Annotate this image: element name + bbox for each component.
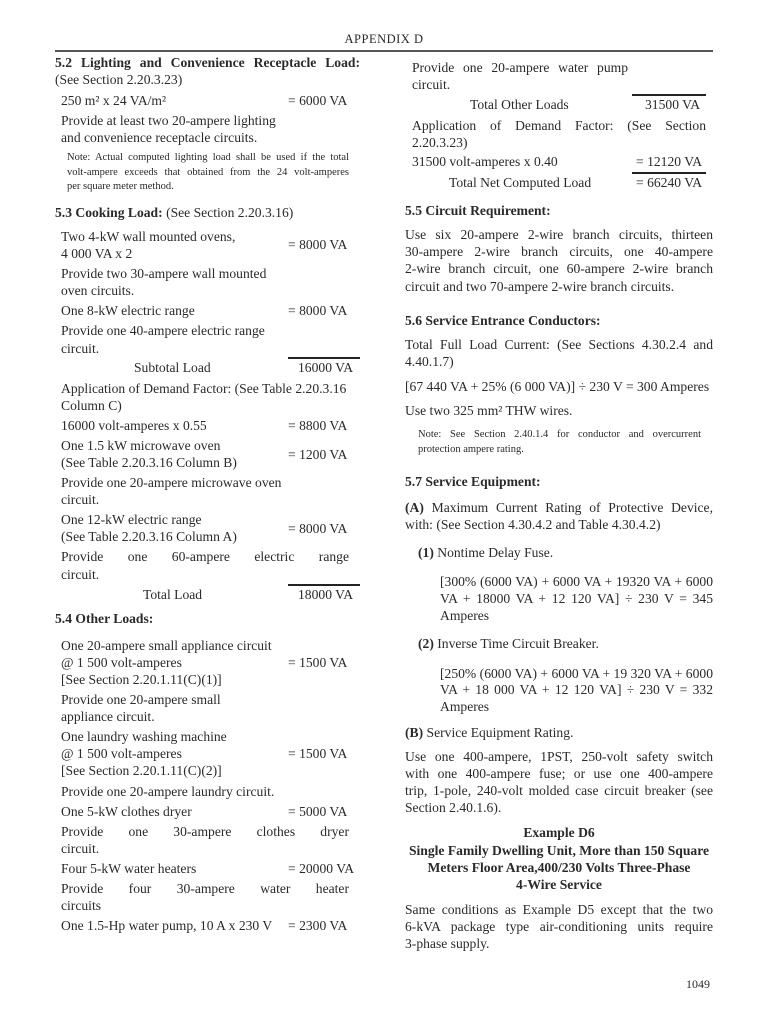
calc-value: = 6000 VA: [288, 93, 348, 108]
text-line: Section 2.40.1.6).: [405, 800, 502, 815]
text-line: circuit.: [61, 567, 100, 582]
total-value: 18000 VA: [298, 587, 354, 602]
calc-value: = 8000 VA: [288, 521, 348, 536]
subtotal-label: Subtotal Load: [134, 360, 211, 375]
section-ref: (See Section 2.20.3.23): [55, 72, 183, 87]
text-line: 3-phase supply.: [405, 936, 490, 951]
text-line: Column C): [61, 398, 122, 413]
text-line: with: (See Section 4.30.4.2 and Table 4.30.4.2): [405, 517, 661, 532]
text-line: and convenience receptacle circuits.: [61, 130, 258, 145]
calc-line: [250% (6000 VA) + 6000 VA + 19 320 VA + 6000: [440, 666, 713, 681]
calc-value: = 5000 VA: [288, 804, 348, 819]
page-header: APPENDIX D: [344, 32, 424, 46]
calc-value: = 2300 VA: [288, 918, 348, 933]
net-load-label: Total Net Computed Load: [449, 175, 592, 190]
text-line: Provide one 30-ampere clothes dryer: [61, 824, 349, 839]
text-line: Provide one 20-ampere small: [61, 692, 221, 707]
section-5-6-heading: 5.6 Service Entrance Conductors:: [405, 313, 601, 328]
calc-line: One laundry washing machine: [61, 729, 227, 744]
note-line: Note: Actual computed lighting load shall be used if the total: [67, 152, 349, 163]
calc-line: 250 m² x 24 VA/m²: [61, 93, 167, 108]
total-other-label: Total Other Loads: [470, 97, 569, 112]
text-line: Use six 20-ampere 2-wire branch circuits, thirteen: [405, 227, 713, 242]
text-line: Provide four 30-ampere water heater: [61, 881, 349, 896]
text-line: Service Equipment Rating.: [426, 725, 574, 740]
calc-line: (See Table 2.20.3.16 Column B): [61, 455, 237, 470]
text-line: Nontime Delay Fuse.: [437, 545, 554, 560]
calc-line: Two 4-kW wall mounted ovens,: [61, 229, 236, 244]
example-d6-subtitle: 4-Wire Service: [516, 877, 602, 892]
text-line: Provide one 20-ampere water pump: [412, 60, 628, 75]
text-line: appliance circuit.: [61, 709, 155, 724]
calc-line: Amperes: [440, 608, 490, 623]
calc-value: = 8000 VA: [288, 237, 348, 252]
section-ref: (See Section 2.20.3.16): [166, 205, 294, 220]
text-line: Application of Demand Factor: (See Section: [412, 118, 706, 133]
section-5-5-heading: 5.5 Circuit Requirement:: [405, 203, 551, 218]
text-line: Provide one 60-ampere electric range: [61, 549, 349, 564]
section-5-7-heading: 5.7 Service Equipment:: [405, 474, 541, 489]
calc-value: = 8800 VA: [288, 418, 348, 433]
text-line: 30-ampere 2-wire branch circuits, one 40-ampere: [405, 244, 713, 259]
text-line: Provide at least two 20-ampere lighting: [61, 113, 276, 128]
text-line: 2.20.3.23): [412, 135, 468, 150]
text-line: trip, 1-pole, 240-volt molded case circuit breaker (see: [405, 783, 713, 798]
example-d6-subtitle: Single Family Dwelling Unit, More than 150 Square: [408, 843, 710, 858]
item-b-label: (B): [405, 725, 424, 740]
text-line: Provide one 20-ampere microwave oven: [61, 475, 282, 490]
text-line: Maximum Current Rating of Protective Device,: [431, 500, 713, 515]
calc-line: @ 1 500 volt-amperes: [61, 655, 182, 670]
calc-value: = 20000 VA: [288, 861, 355, 876]
note-line: per square meter method.: [67, 181, 174, 192]
text-line: circuits: [61, 898, 102, 913]
text-line: Use two 325 mm² THW wires.: [405, 403, 573, 418]
page-number: 1049: [686, 977, 710, 991]
text-line: 4.40.1.7): [405, 354, 454, 369]
calc-line: One 1.5 kW microwave oven: [61, 438, 221, 453]
calc-line: One 5-kW clothes dryer: [61, 804, 192, 819]
example-d6-subtitle: Meters Floor Area,400/230 Volts Three-Phase: [427, 860, 691, 875]
calc-line: 4 000 VA x 2: [61, 246, 133, 261]
note-line: volt-ampere exceeds that obtained from the 24 volt-amperes: [67, 167, 349, 178]
total-label: Total Load: [143, 587, 203, 602]
calc-value: = 1200 VA: [288, 447, 348, 462]
item-1-label: (1): [418, 545, 434, 560]
header-rule: [55, 50, 713, 52]
text-line: 2-wire branch circuit, one 60-ampere 2-wire branch: [405, 261, 713, 276]
text-line: Inverse Time Circuit Breaker.: [437, 636, 599, 651]
calc-line: 16000 volt-amperes x 0.55: [61, 418, 207, 433]
calc-value: = 12120 VA: [636, 154, 703, 169]
calc-line: @ 1 500 volt-amperes: [61, 746, 182, 761]
calc-line: (See Table 2.20.3.16 Column A): [61, 529, 237, 544]
text-line: oven circuits.: [61, 283, 135, 298]
text-line: Provide one 40-ampere electric range: [61, 323, 265, 338]
text-line: circuit.: [61, 341, 100, 356]
calc-value: = 1500 VA: [288, 655, 348, 670]
calc-value: = 8000 VA: [288, 303, 348, 318]
calc-line: Amperes: [440, 699, 490, 714]
text-line: Provide one 20-ampere laundry circuit.: [61, 784, 275, 799]
section-5-2-heading: 5.2 Lighting and Convenience Receptacle Load:: [55, 55, 360, 70]
example-d6-title: Example D6: [523, 825, 595, 840]
text-line: circuit.: [412, 77, 451, 92]
section-5-3-heading: 5.3 Cooking Load:: [55, 205, 163, 220]
text-line: with one 400-ampere fuse; or use one 400-ampere: [405, 766, 713, 781]
calc-line: One 8-kW electric range: [61, 303, 195, 318]
text-line: Same conditions as Example D5 except that the two: [405, 902, 713, 917]
calc-line: Four 5-kW water heaters: [61, 861, 197, 876]
item-2-label: (2): [418, 636, 434, 651]
item-a-label: (A): [405, 500, 424, 515]
calc-value: = 1500 VA: [288, 746, 348, 761]
subtotal-value: 16000 VA: [298, 360, 354, 375]
calc-line: One 12-kW electric range: [61, 512, 202, 527]
text-line: Use one 400-ampere, 1PST, 250-volt safety switch: [405, 749, 713, 764]
text-line: circuit.: [61, 841, 100, 856]
text-line: circuit.: [61, 492, 100, 507]
text-line: circuit and two 70-ampere 2-wire branch circuits.: [405, 279, 675, 294]
text-line: 6-kVA package type air-conditioning units require: [405, 919, 713, 934]
net-load-value: = 66240 VA: [636, 175, 703, 190]
calc-line: VA + 18000 VA + 12 120 VA] ÷ 230 V = 345: [440, 591, 713, 606]
text-line: Provide two 30-ampere wall mounted: [61, 266, 267, 281]
note-line: Note: See Section 2.40.1.4 for conductor and overcurrent: [418, 429, 701, 440]
calc-line: One 20-ampere small appliance circuit: [61, 638, 272, 653]
calc-line: [See Section 2.20.1.11(C)(1)]: [61, 672, 222, 687]
total-other-value: 31500 VA: [645, 97, 701, 112]
calc-line: One 1.5-Hp water pump, 10 A x 230 V: [61, 918, 273, 933]
text-line: Application of Demand Factor: (See Table 2.20.3.16: [61, 381, 347, 396]
section-5-4-heading: 5.4 Other Loads:: [55, 611, 154, 626]
calc-line: [See Section 2.20.1.11(C)(2)]: [61, 763, 222, 778]
calc-line: [67 440 VA + 25% (6 000 VA)] ÷ 230 V = 300 Amperes: [405, 379, 710, 394]
calc-line: VA + 18 000 VA + 12 120 VA] ÷ 230 V = 332: [440, 682, 713, 697]
note-line: protection ampere rating.: [418, 444, 524, 455]
text-line: Total Full Load Current: (See Sections 4.30.2.4 and: [405, 337, 713, 352]
calc-line: 31500 volt-amperes x 0.40: [412, 154, 558, 169]
calc-line: [300% (6000 VA) + 6000 VA + 19320 VA + 6000: [440, 574, 713, 589]
